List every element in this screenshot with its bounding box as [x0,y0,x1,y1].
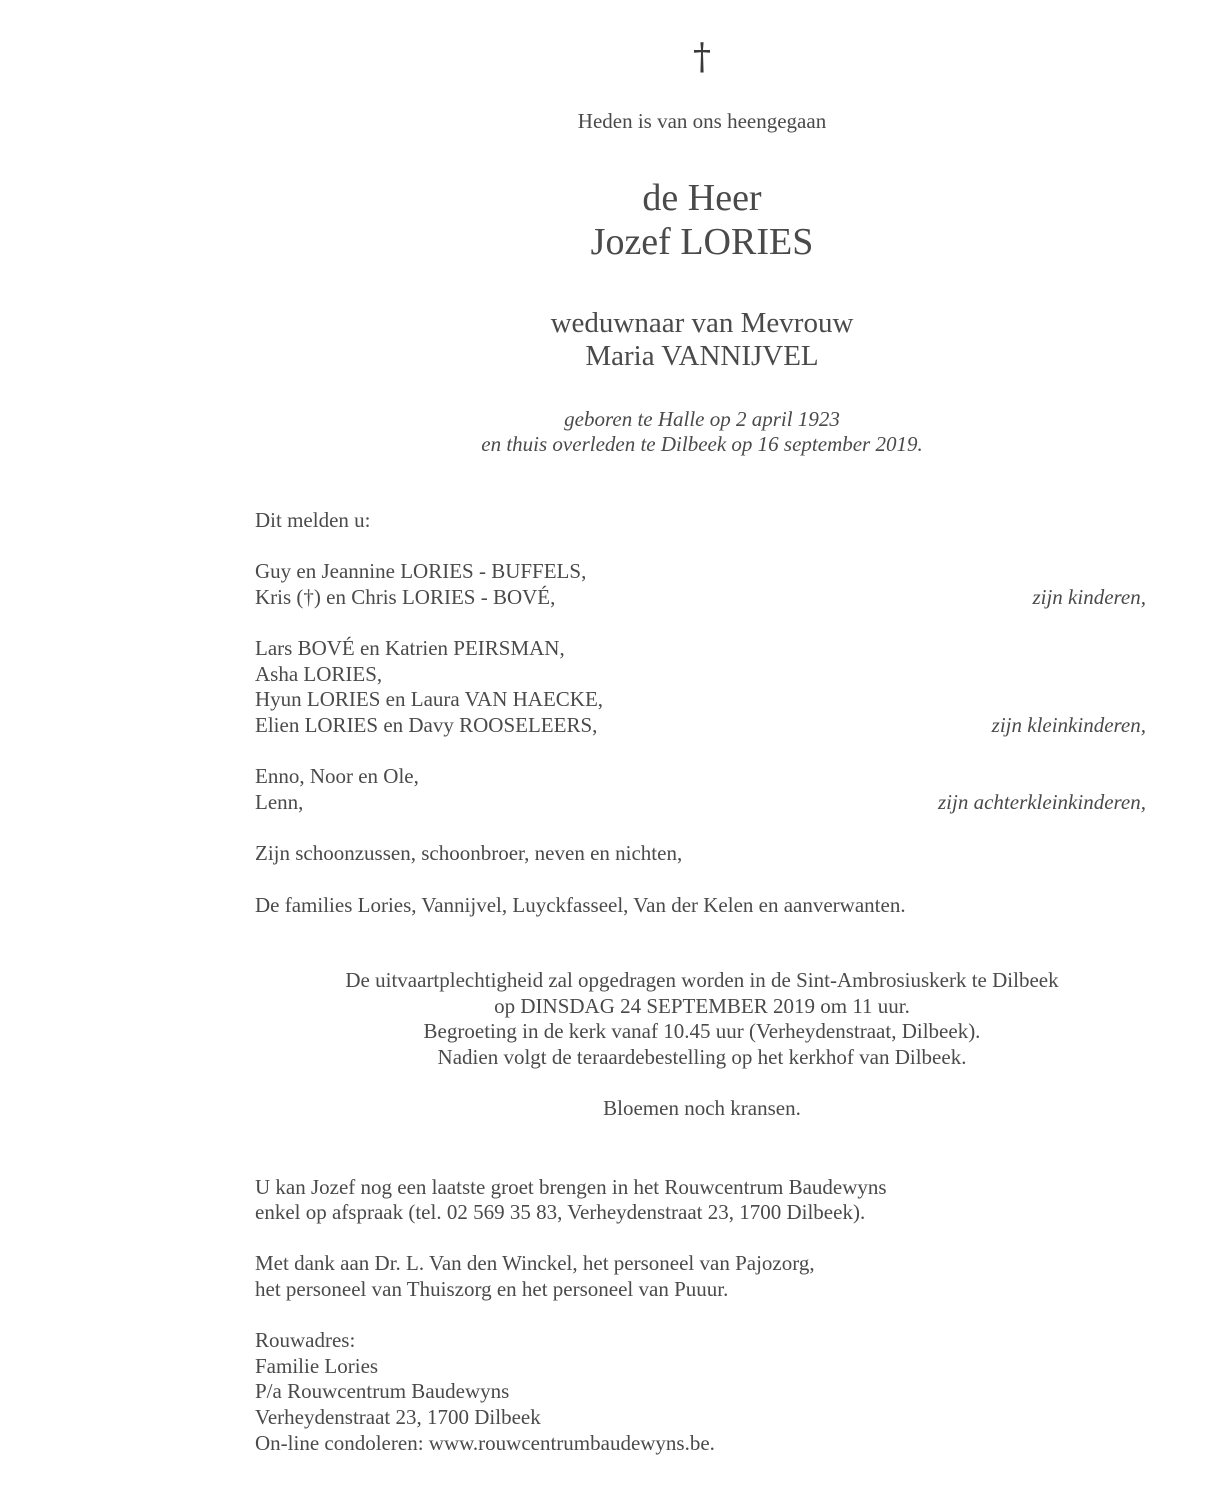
address-line-3: Verheydenstraat 23, 1700 Dilbeek [255,1405,541,1429]
grandchildren-role: zijn kleinkinderen, [991,713,1146,737]
deceased-name: Jozef LORIES [590,221,814,263]
funeral-line-3: Begroeting in de kerk vanaf 10.45 uur (Verheydenstraat, Dilbeek). [423,1019,981,1043]
grandchildren-line-4: Elien LORIES en Davy ROOSELEERS, [255,713,598,737]
thanks-line-1: Met dank aan Dr. L. Van den Winckel, het personeel van Pajozorg, [255,1251,815,1275]
great-grandchildren-role: zijn achterkleinkinderen, [938,790,1146,814]
grandchildren-line-2: Asha LORIES, [255,662,383,686]
visit-line-2: enkel op afspraak (tel. 02 569 35 83, Verheydenstraat 23, 1700 Dilbeek). [255,1200,866,1224]
intro-text: Heden is van ons heengegaan [577,109,827,133]
great-grandchildren-line-1: Enno, Noor en Ole, [255,764,419,788]
children-role: zijn kinderen, [1032,585,1146,609]
birth-line: geboren te Halle op 2 april 1923 [564,407,840,431]
address-line-2: P/a Rouwcentrum Baudewyns [255,1379,510,1403]
in-laws-line: Zijn schoonzussen, schoonbroer, neven en nichten, [255,841,683,865]
visit-line-1: U kan Jozef nog een laatste groet brengen in het Rouwcentrum Baudewyns [255,1175,887,1199]
thanks-line-2: het personeel van Thuiszorg en het personeel van Puuur. [255,1277,729,1301]
death-line: en thuis overleden te Dilbeek op 16 september 2019. [481,432,923,456]
cross-symbol: † [693,37,711,78]
funeral-line-1: De uitvaartplechtigheid zal opgedragen worden in de Sint-Ambrosiuskerk te Dilbeek [345,968,1059,992]
families-line: De families Lories, Vannijvel, Luyckfasseel, Van der Kelen en aanverwanten. [255,893,906,917]
children-line-2: Kris (†) en Chris LORIES - BOVÉ, [255,585,556,609]
honorific: de Heer [642,177,762,219]
flowers-note: Bloemen noch kransen. [603,1096,801,1120]
grandchildren-line-3: Hyun LORIES en Laura VAN HAECKE, [255,687,604,711]
condolence-link[interactable]: On-line condoleren: www.rouwcentrumbaudewyns.be. [255,1431,715,1455]
funeral-line-2: op DINSDAG 24 SEPTEMBER 2019 om 11 uur. [494,994,910,1018]
funeral-line-4: Nadien volgt de teraardebestelling op het kerkhof van Dilbeek. [437,1045,967,1069]
address-line-1: Familie Lories [255,1354,379,1378]
widow-line-2: Maria VANNIJVEL [585,340,819,372]
widow-line-1: weduwnaar van Mevrouw [550,307,854,339]
family-intro: Dit melden u: [255,508,371,532]
great-grandchildren-line-2: Lenn, [255,790,304,814]
children-line-1: Guy en Jeannine LORIES - BUFFELS, [255,559,587,583]
grandchildren-line-1: Lars BOVÉ en Katrien PEIRSMAN, [255,636,565,660]
address-label: Rouwadres: [255,1328,356,1352]
